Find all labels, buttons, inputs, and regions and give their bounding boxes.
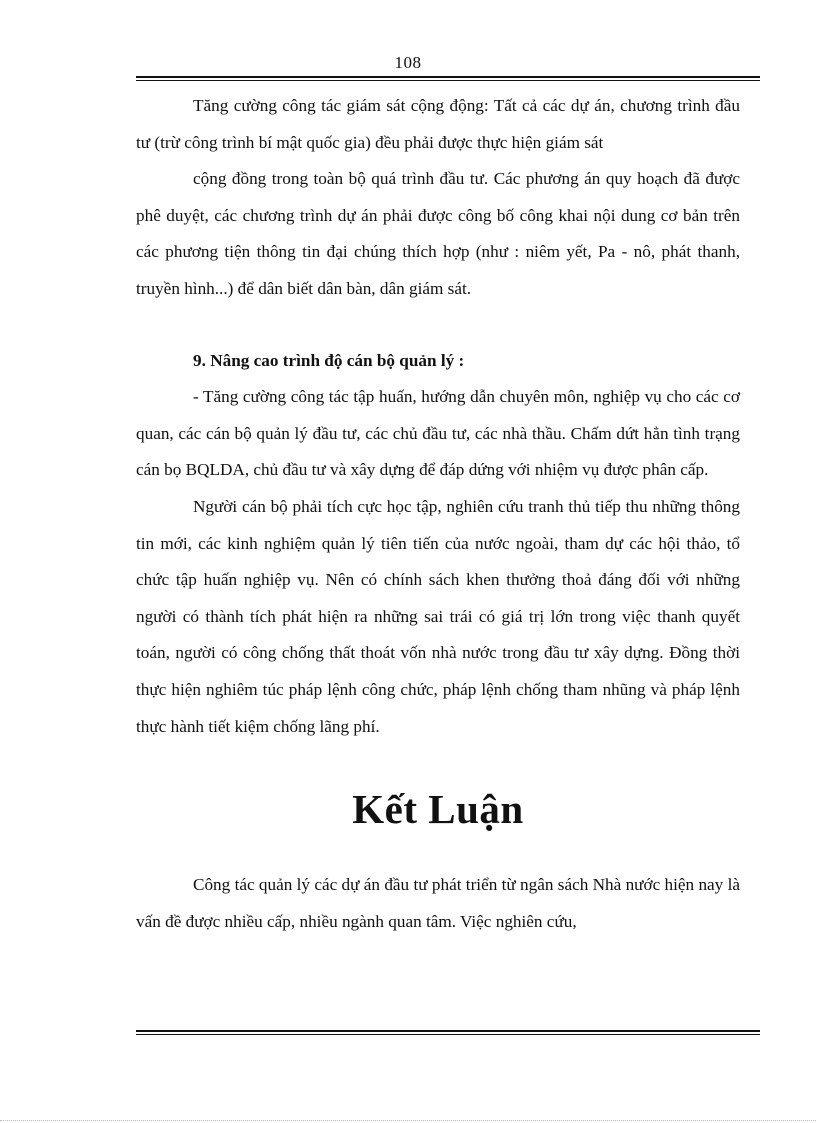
page-number: 108 (394, 53, 422, 72)
body-text (136, 88, 740, 940)
conclusion-title: Kết Luận (352, 786, 524, 833)
paragraph-community-supervision: Tăng cường công tác giám sát cộng động: Tất cả các dự án, chương trình đầu tư (trừ công trình bí mật quốc gia) đều phải được thực hiện giám sát (136, 96, 740, 152)
footer-double-rule (136, 1030, 760, 1035)
section-heading: 9. Nâng cao trình độ cán bộ quản lý : (193, 350, 465, 370)
paragraph-planning-disclosure: cộng đồng trong toàn bộ quá trình đầu tư. Các phương án quy hoạch đã được phê duyệt, các chương trình dự án phải được công bố công khai nội dung cơ bản trên các phương tiện thông tin đại chúng thích hợp (như : niêm yết, Pa - nô, phát thanh, truyền hình...) để dân biết dân bàn, dân giám sát. (136, 169, 740, 298)
paragraph-gap (136, 308, 740, 343)
header-double-rule (136, 76, 760, 81)
paragraph-conclusion: Công tác quản lý các dự án đầu tư phát triển từ ngân sách Nhà nước hiện nay là vấn đề được nhiều cấp, nhiều ngành quan tâm. Việc nghiên cứu, (136, 875, 740, 931)
paragraph-staff-learning: Người cán bộ phải tích cực học tập, nghiên cứu tranh thủ tiếp thu những thông tin mới, các kinh nghiệm quản lý tiên tiến của nước ngoài, tham dự các hội thảo, tổ chức tập huấn nghiệp vụ. Nên có chính sách khen thưởng thoả đáng đối với những người có thành tích phát hiện ra những sai trái có giá trị lớn trong việc thanh quyết toán, người có công chống thất thoát vốn nhà nước trong đầu tư xây dựng. Đồng thời thực hiện nghiêm túc pháp lệnh công chức, pháp lệnh chống tham nhũng và pháp lệnh thực hành tiết kiệm chống lãng phí. (136, 496, 740, 736)
page-edge-dotted-line (0, 1120, 816, 1122)
paragraph-training: - Tăng cường công tác tập huấn, hướng dẫn chuyên môn, nghiệp vụ cho các cơ quan, các cán bộ quản lý đầu tư, các chủ đầu tư, các nhà thầu. Chấm dứt hẳn tình trạng cán bọ BQLDA, chủ đầu tư và xây dựng để đáp dứng với nhiệm vụ được phân cấp. (136, 387, 740, 480)
